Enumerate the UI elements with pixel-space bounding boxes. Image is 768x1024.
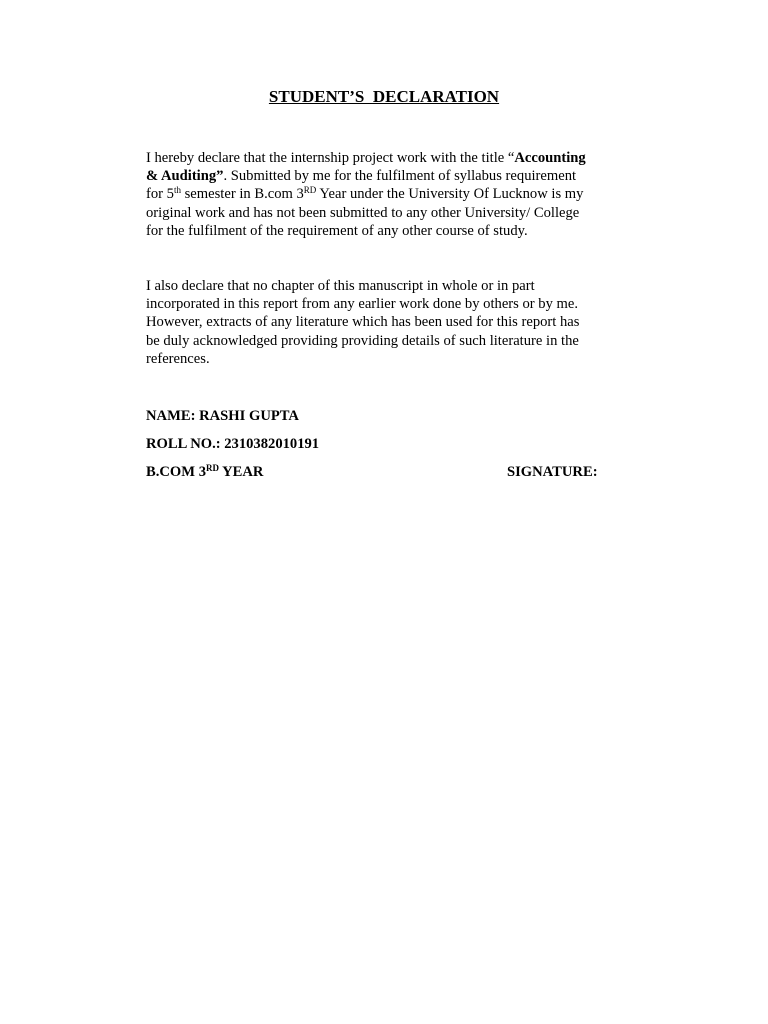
paragraph-1-line-5: for the fulfilment of the requirement of any other course of study. <box>146 222 528 239</box>
paragraph-2-line-4: be duly acknowledged providing providing details of such literature in the <box>146 332 579 349</box>
paragraph-1-line-1 <box>146 149 616 167</box>
paragraph-1-line-4: original work and has not been submitted to any other University/ College <box>146 204 580 221</box>
paragraph-1-text: I hereby declare that the internship project work with the title “ <box>146 150 515 166</box>
project-title-text: & Auditing” <box>146 168 224 185</box>
course-year-text: B.COM 3 <box>146 464 206 480</box>
paragraph-1-text: . Submitted by me for the fulfilment of syllabus requirement <box>223 168 577 185</box>
paragraph-1-line-2 <box>146 167 616 185</box>
paragraph-2-line-2: incorporated in this report from any earlier work done by others or by me. <box>146 296 579 313</box>
page-title: STUDENT’S DECLARATION <box>268 87 500 106</box>
signature-label: SIGNATURE: <box>507 464 598 480</box>
superscript-rd: RD <box>303 185 317 196</box>
paragraph-1-line-3 <box>146 185 616 203</box>
declaration-paragraph-1 <box>146 149 616 240</box>
declaration-paragraph-2 <box>146 277 616 368</box>
course-year-text: YEAR <box>219 464 264 480</box>
superscript-rd: RD <box>206 463 219 473</box>
paragraph-2-line-3: However, extracts of any literature which has been used for this report has <box>146 314 580 331</box>
roll-number: ROLL NO.: 2310382010191 <box>146 436 320 452</box>
student-name: NAME: RASHI GUPTA <box>146 408 299 424</box>
course-year <box>146 464 263 481</box>
paragraph-1-text: Year under the University Of Lucknow is my <box>316 186 584 203</box>
paragraph-1-text: for 5 <box>146 186 174 203</box>
superscript-th: th <box>173 185 181 196</box>
project-title-text: Accounting <box>514 150 586 166</box>
paragraph-1-text: semester in B.com 3 <box>180 186 304 203</box>
paragraph-2-line-5: references. <box>146 350 210 367</box>
paragraph-2-line-1: I also declare that no chapter of this manuscript in whole or in part <box>146 278 535 294</box>
